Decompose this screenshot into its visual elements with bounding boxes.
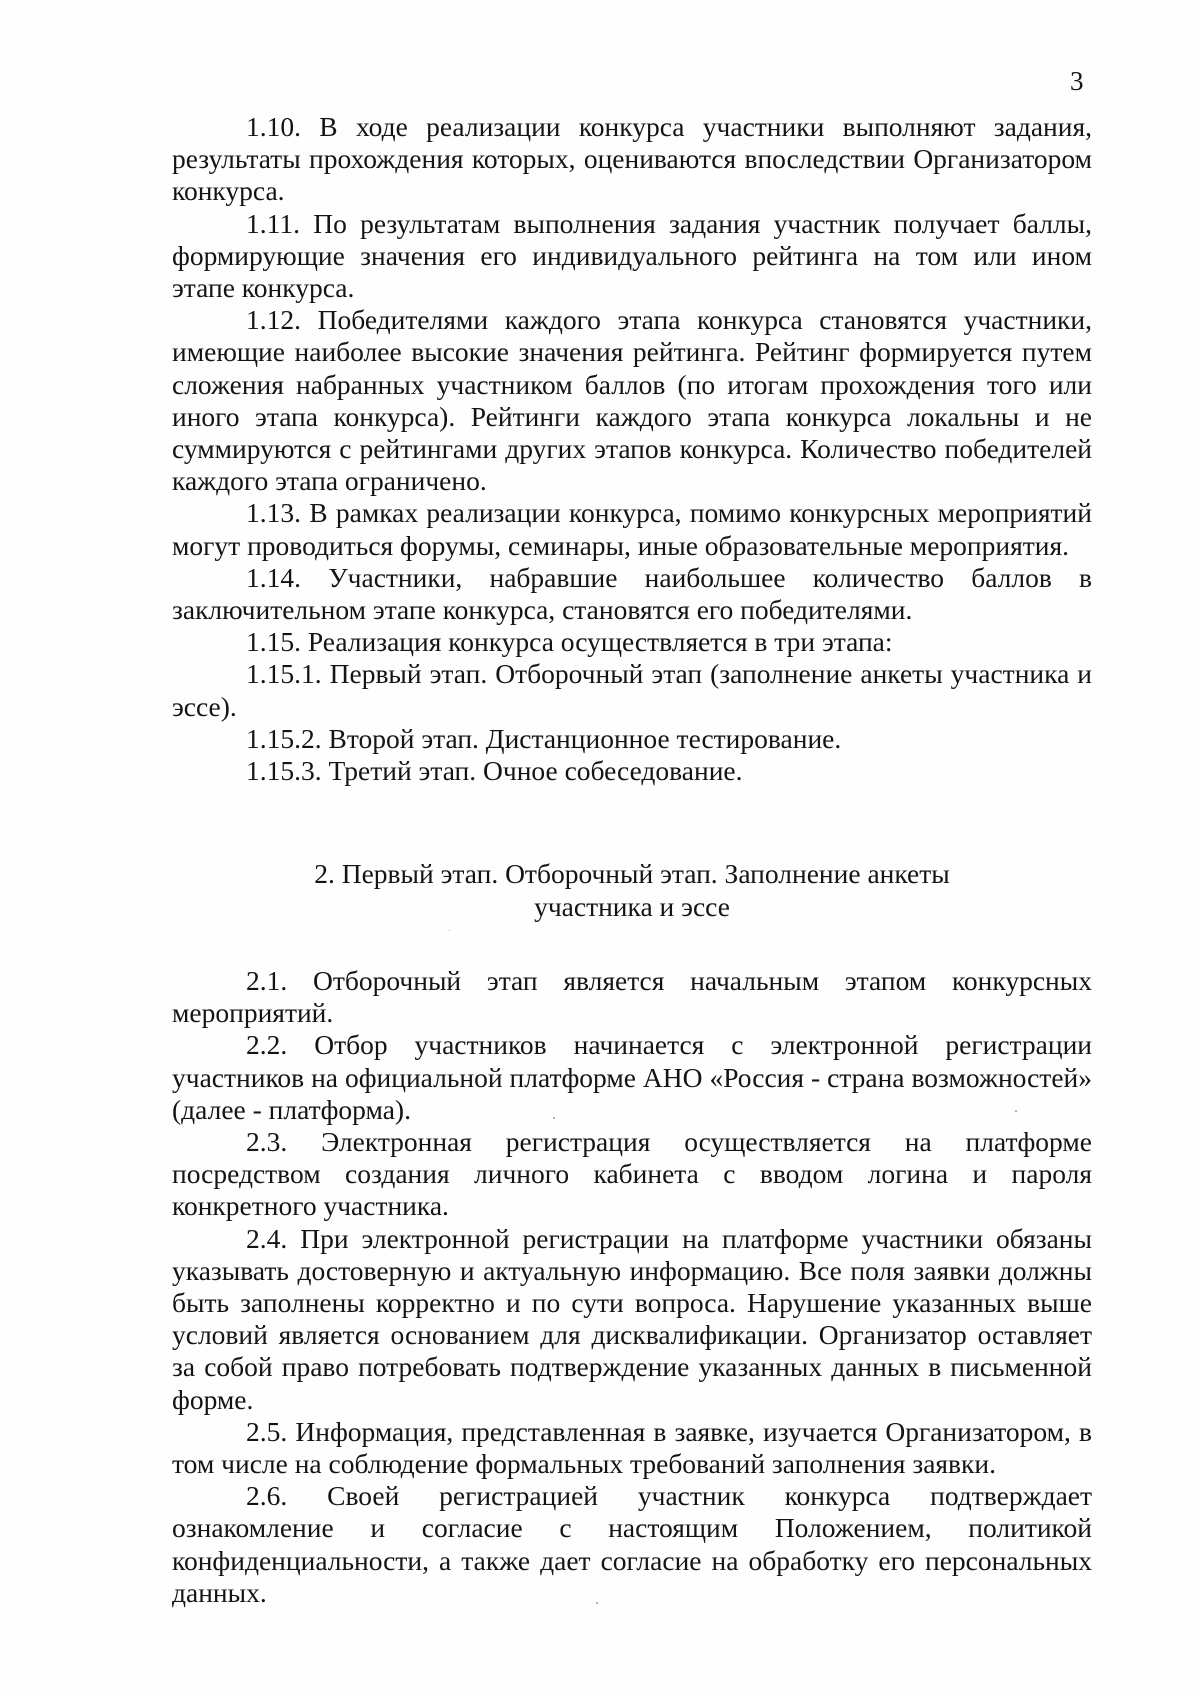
paragraph-1-14: 1.14. Участники, набравшие наибольшее количество баллов в заключительном этапе конкурса, становятся его победителями. <box>172 561 1092 626</box>
paragraphs-section-1 <box>172 111 1092 787</box>
paragraph-2-2: 2.2. Отбор участников начинается с электронной регистрации участников на официальной платформе АНО «Россия - страна возможностей» (далее - платформа). <box>172 1029 1092 1125</box>
paragraph-2-1: 2.1. Отборочный этап является начальным этапом конкурсных мероприятий. <box>172 965 1092 1029</box>
page-number: 3 <box>1070 66 1084 96</box>
scan-speck <box>596 1602 598 1604</box>
paragraph-1-13: 1.13. В рамках реализации конкурса, помимо конкурсных мероприятий могут проводиться форумы, семинары, иные образовательные мероприятия. <box>172 497 1092 561</box>
paragraph-2-5: 2.5. Информация, представленная в заявке, изучается Организатором, в том числе на соблюдение формальных требований заполнения заявки. <box>172 1415 1092 1480</box>
paragraph-1-10: 1.10. В ходе реализации конкурса участники выполняют задания, результаты прохождения которых, оцениваются впоследствии Организатором конкурса. <box>172 111 1092 207</box>
paragraph-1-15-1: 1.15.1. Первый этап. Отборочный этап (заполнение анкеты участника и эссе). <box>172 658 1092 722</box>
paragraph-2-3: 2.3. Электронная регистрация осуществляется на платформе посредством создания личного кабинета с вводом логина и пароля конкретного участника. <box>172 1126 1092 1222</box>
scan-speck <box>449 930 450 931</box>
paragraph-1-15-3: 1.15.3. Третий этап. Очное собеседование. <box>246 755 743 787</box>
paragraph-1-15: 1.15. Реализация конкурса осуществляется в три этапа: <box>246 626 893 658</box>
scan-speck <box>1015 1110 1017 1112</box>
paragraph-1-15-2: 1.15.2. Второй этап. Дистанционное тестирование. <box>246 722 842 754</box>
section-heading-line-1: 2. Первый этап. Отборочный этап. Заполнение анкеты <box>314 858 950 889</box>
paragraph-1-11: 1.11. По результатам выполнения задания участник получает баллы, формирующие значения его индивидуального рейтинга на том или ином этапе конкурса. <box>172 207 1092 304</box>
scan-speck <box>553 1117 555 1119</box>
paragraph-2-6: 2.6. Своей регистрацией участник конкурса подтверждает ознакомление и согласие с настоящим Положением, политикой конфиденциальности, а также дает согласие на обработку его персональных данных. <box>172 1480 1092 1608</box>
paragraphs-section-2 <box>172 965 1092 1609</box>
section-2-heading <box>172 858 1092 923</box>
paragraph-2-4: 2.4. При электронной регистрации на платформе участники обязаны указывать достоверную и актуальную информацию. Все поля заявки должны быть заполнены корректно и по сути вопроса. Нарушение указанных выше условий является основанием для дисквалификации. Организатор оставляет за собой право потребовать подтверждение указанных данных в письменной форме. <box>172 1222 1092 1415</box>
paragraph-1-12: 1.12. Победителями каждого этапа конкурса становятся участники, имеющие наиболее высокие значения рейтинга. Рейтинг формируется путем сложения набранных участником баллов (по итогам прохождения того или иного этапа конкурса). Рейтинги каждого этапа конкурса локальны и не суммируются с рейтингами других этапов конкурса. Количество победителей каждого этапа ограничено. <box>172 304 1092 497</box>
section-heading-line-2: участника и эссе <box>534 890 730 922</box>
